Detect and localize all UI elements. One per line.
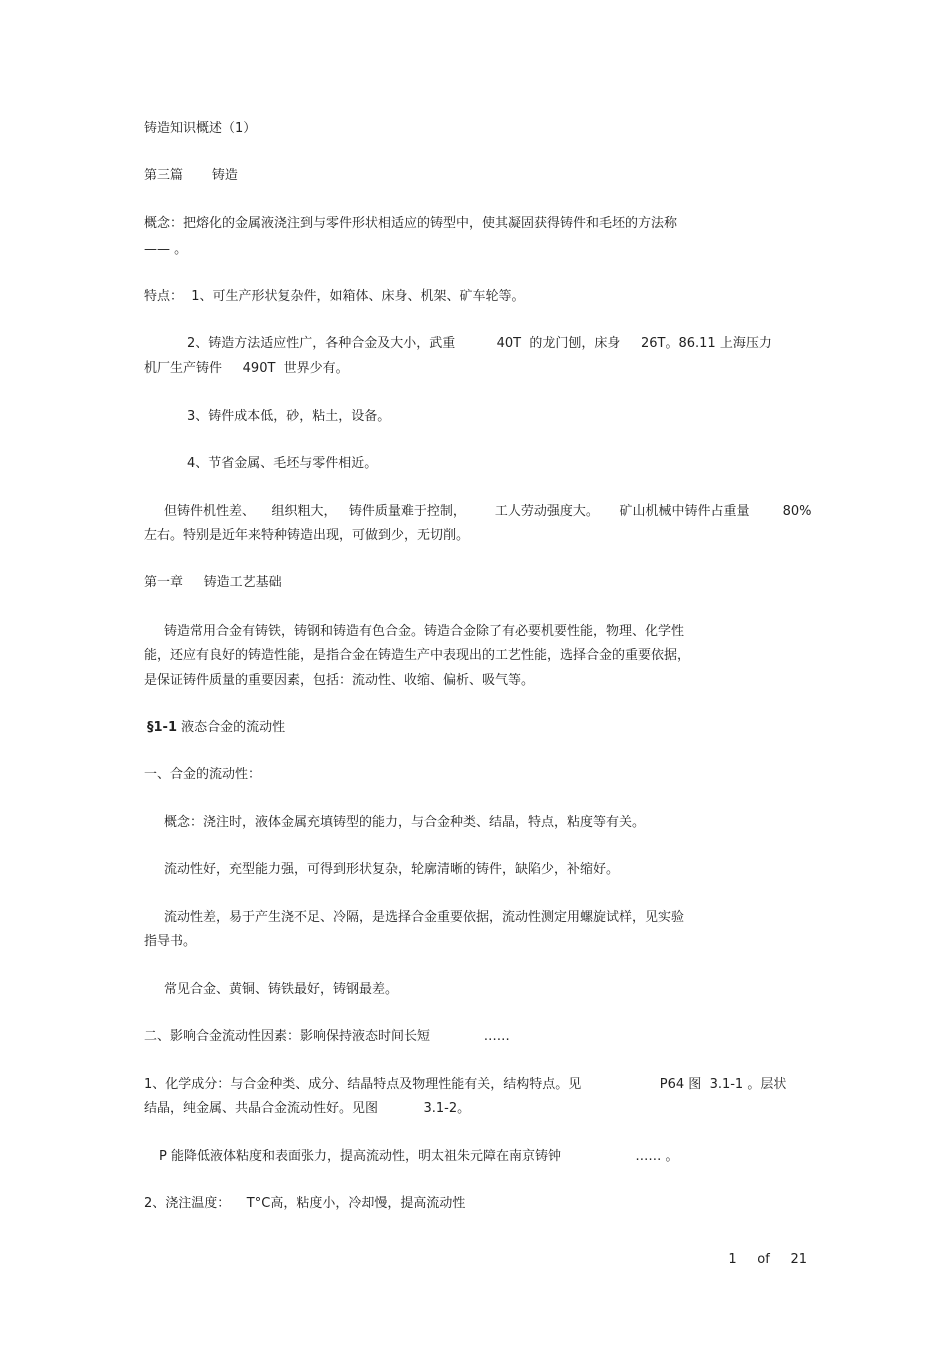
- section-title: 液态合金的流动性: [177, 720, 286, 735]
- feature-item-continuation: 机厂生产铸件 490T 世界少有。: [144, 361, 349, 376]
- common-alloys: 常见合金、黄铜、铸铁最好，铸钢最差。: [164, 982, 399, 997]
- section-number: §1-1: [147, 720, 177, 735]
- feature-item: 3、铸件成本低，砂，粘土，设备。: [187, 409, 391, 424]
- chemical-composition-line: 1、化学成分：与合金种类、成分、结晶特点及物理性能有关，结构特点。见 P64 图 3.1-1 。层状: [144, 1077, 787, 1092]
- feature-item: 2、铸造方法适应性广，各种合金及大小，武重 40T 的龙门刨，床身 26T。86.11 上海压力: [187, 336, 772, 351]
- intro-paragraph-line: 铸造常用合金有铸铁，铸钢和铸造有色合金。铸造合金除了有必要机要性能，物理、化学性: [164, 624, 685, 639]
- section-heading: [147, 719, 285, 737]
- page-number: 1 of 21: [728, 1252, 807, 1267]
- subsection-heading: 一、合金的流动性：: [144, 767, 262, 782]
- fluidity-concept: 概念：浇注时，液体金属充填铸型的能力，与合金种类、结晶，特点，粘度等有关。: [164, 815, 646, 830]
- intro-paragraph-line: 是保证铸件质量的重要因素，包括：流动性、收缩、偏析、吸气等。: [144, 673, 535, 688]
- fluidity-poor-line: 流动性差，易于产生浇不足、冷隔，是选择合金重要依据，流动性测定用螺旋试样，见实验: [164, 910, 685, 925]
- feature-item: 特点： 1、可生产形状复杂件，如箱体、床身、机架、矿车轮等。: [144, 289, 525, 304]
- intro-paragraph-line: 能，还应有良好的铸造性能，是指合金在铸造生产中表现出的工艺性能，选择合金的重要依据，: [144, 648, 691, 663]
- fluidity-good: 流动性好，充型能力强，可得到形状复杂，轮廓清晰的铸件，缺陷少，补缩好。: [164, 862, 620, 877]
- part-heading: 第三篇 铸造: [144, 168, 238, 183]
- drawback-paragraph-line: 但铸件机性差、 组织粗大， 铸件质量难于控制， 工人劳动强度大。 矿山机械中铸件占重量 80%: [164, 504, 812, 519]
- feature-item: 4、节省金属、毛坯与零件相近。: [187, 456, 378, 471]
- chapter-heading: 第一章 铸造工艺基础: [144, 575, 282, 590]
- pouring-temperature: 2、浇注温度： T°C高，粘度小，冷却慢，提高流动性: [144, 1196, 466, 1211]
- fluidity-poor-line: 指导书。: [144, 934, 197, 949]
- subsection-heading: 二、影响合金流动性因素：影响保持液态时间长短 ……: [144, 1029, 510, 1044]
- drawback-paragraph-line: 左右。特别是近年来特种铸造出现，可做到少，无切削。: [144, 528, 470, 543]
- concept-paragraph-line: 概念：把熔化的金属液浇注到与零件形状相适应的铸型中，使其凝固获得铸件和毛坯的方法称: [144, 216, 678, 231]
- chemical-composition-line: 结晶，纯金属、共晶合金流动性好。见图 3.1-2。: [144, 1101, 471, 1116]
- document-title: 铸造知识概述（1）: [144, 121, 257, 136]
- concept-paragraph-line: —— 。: [144, 242, 188, 257]
- phosphorus-effect: P 能降低液体粘度和表面张力，提高流动性，明太祖朱元障在南京铸钟 …… 。: [159, 1149, 679, 1164]
